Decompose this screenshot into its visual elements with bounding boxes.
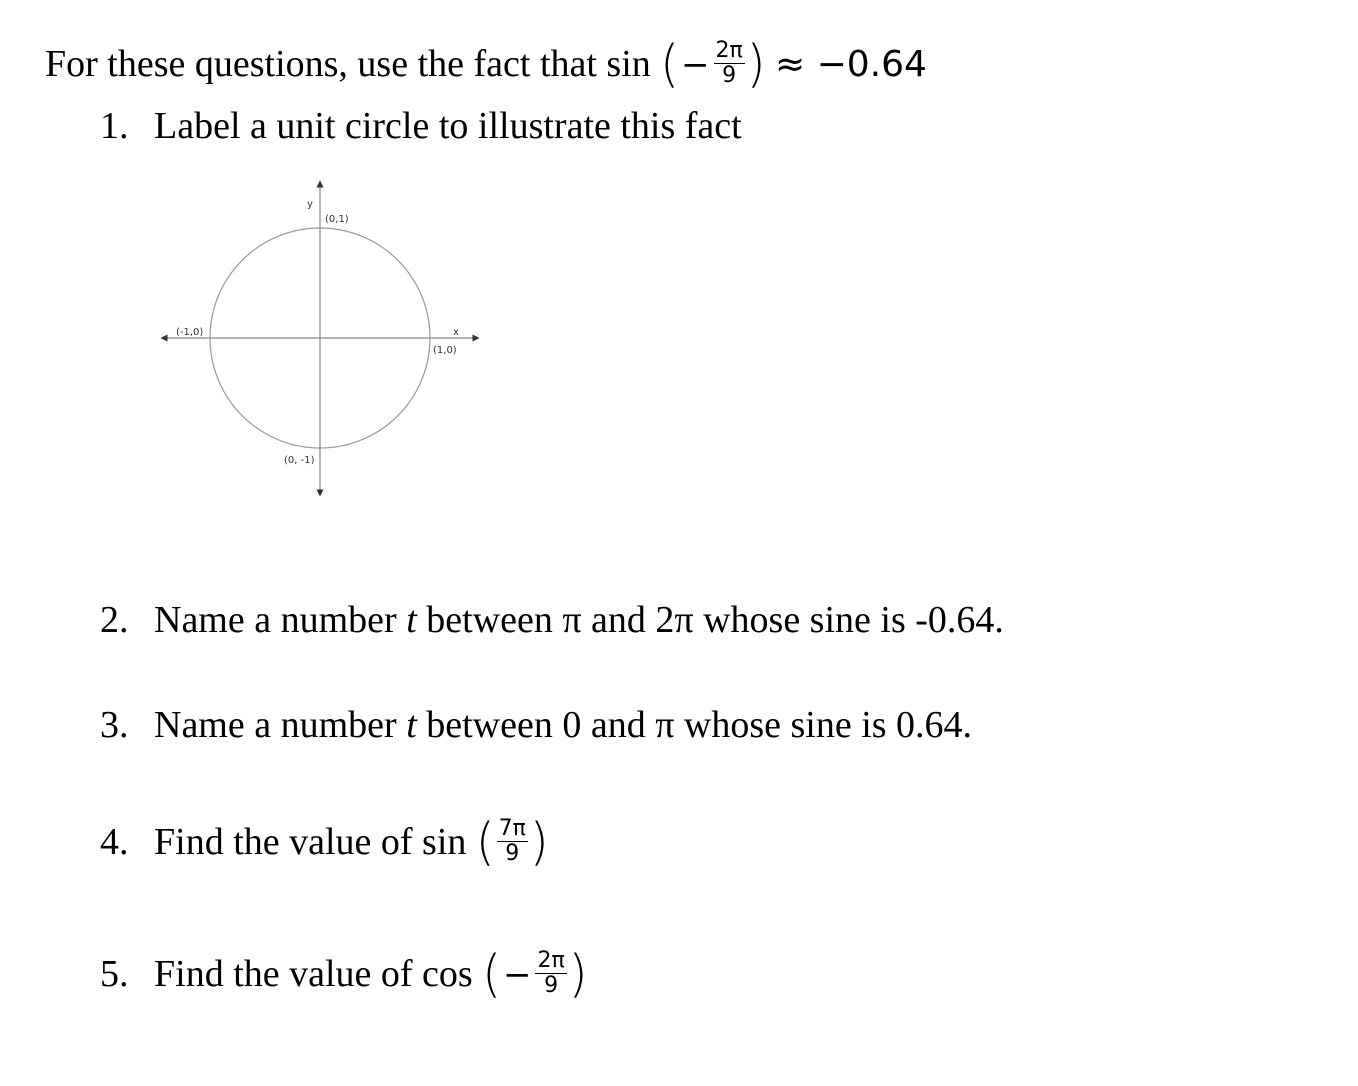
fraction-denominator: 9	[544, 972, 559, 998]
fraction-denominator: 9	[505, 840, 520, 866]
approx-value: ≈ −0.64	[775, 44, 927, 85]
variable-t: t	[406, 599, 417, 641]
question-3	[100, 703, 972, 747]
question-number: 2.	[100, 599, 129, 641]
open-paren: (	[482, 944, 501, 1004]
question-text-a: Name a number	[154, 599, 407, 641]
x-axis-label: x	[453, 327, 459, 338]
close-paren: )	[529, 812, 549, 872]
question-number: 3.	[100, 704, 129, 746]
question-2	[100, 598, 1004, 642]
fraction-numerator: 7π	[498, 815, 526, 841]
question-text-a: Name a number	[154, 704, 407, 746]
question-text-b: between π and 2π whose sine is -0.64.	[416, 599, 1004, 641]
question-4	[100, 812, 549, 872]
question-fraction	[497, 817, 528, 866]
question-text: Label a unit circle to illustrate this fact	[154, 105, 742, 147]
question-text-b: between 0 and π whose sine is 0.64.	[416, 704, 973, 746]
question-5	[100, 944, 588, 1004]
intro-line	[45, 34, 927, 94]
close-paren: )	[746, 34, 766, 94]
intro-text: For these questions, use the fact that sin	[45, 43, 651, 85]
fraction-numerator: 2π	[537, 947, 565, 973]
intro-fraction	[714, 39, 745, 88]
minus-sign: −	[681, 45, 710, 85]
question-number: 5.	[100, 953, 129, 995]
question-1	[100, 104, 742, 148]
question-number: 1.	[100, 105, 129, 147]
open-paren: (	[660, 34, 680, 94]
question-text: Find the value of cos	[154, 953, 473, 995]
variable-t: t	[406, 704, 417, 746]
point-label-right: (1,0)	[433, 345, 457, 356]
question-fraction	[535, 949, 566, 998]
fraction-numerator: 2π	[715, 37, 743, 63]
question-number: 4.	[100, 821, 129, 863]
close-paren: )	[568, 944, 588, 1004]
y-axis-label: y	[307, 199, 313, 210]
minus-sign: −	[502, 955, 532, 995]
unit-circle-diagram	[150, 175, 490, 505]
point-label-left: (-1,0)	[176, 327, 204, 338]
fraction-denominator: 9	[722, 62, 737, 88]
point-label-bottom: (0, -1)	[284, 455, 315, 466]
point-label-top: (0,1)	[325, 214, 349, 225]
open-paren: (	[475, 812, 495, 872]
question-text: Find the value of sin	[154, 821, 467, 863]
